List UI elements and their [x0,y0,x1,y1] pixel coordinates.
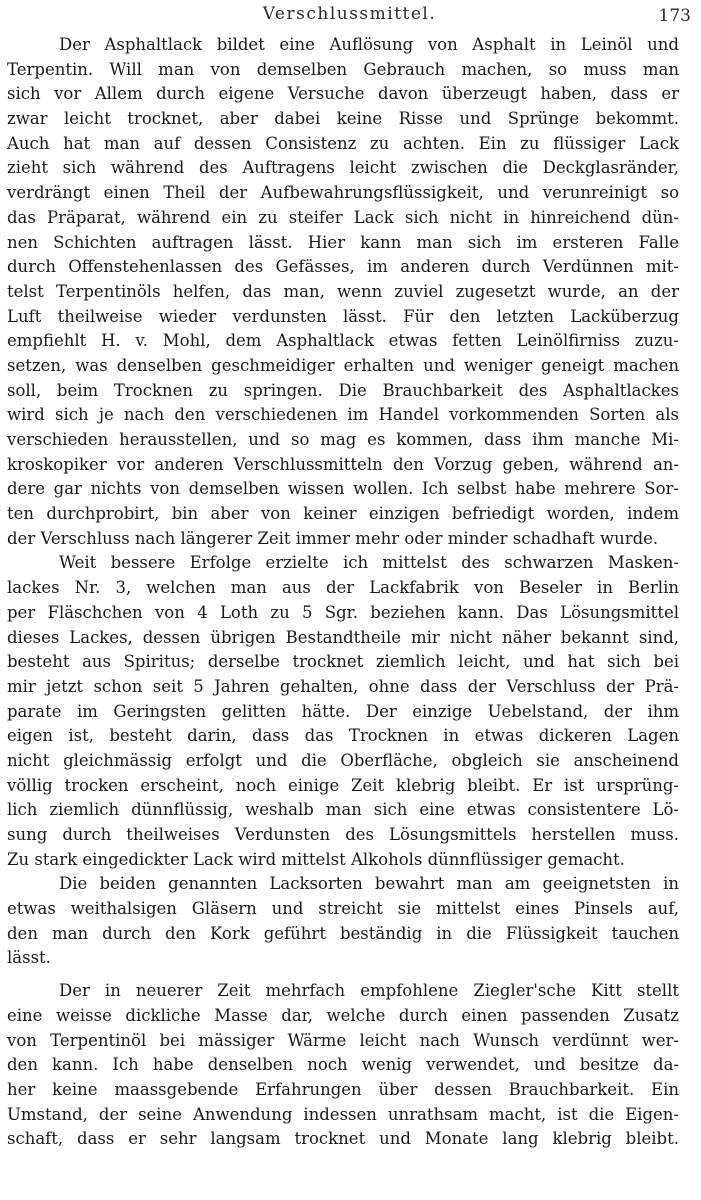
paragraph-lacksorten [7,872,679,971]
text-line: Umstand, der seine Anwendung indessen unrathsam macht, ist die Eigen- [7,1104,679,1124]
text-line: verdrängt einen Theil der Aufbewahrungsflüssigkeit, und verunreinigt so [7,183,679,203]
text-line: Terpentin. Will man von demselben Gebrauch machen, so muss man [7,59,679,79]
text-line: nen Schichten auftragen lässt. Hier kann man sich im ersteren Falle [7,232,679,252]
text-line: lich ziemlich dünnflüssig, weshalb man sich eine etwas consistentere Lö- [7,800,679,820]
running-head [8,4,691,30]
text-line: per Fläschchen von 4 Loth zu 5 Sgr. beziehen kann. Das Lösungsmittel [7,602,679,622]
text-line: telst Terpentinöls helfen, das man, wenn zuviel zugesetzt wurde, an der [7,281,679,301]
text-line: der Verschluss nach längerer Zeit immer mehr oder minder schadhaft wurde. [7,528,659,548]
text-line: zwar leicht trocknet, aber dabei keine Risse und Sprünge bekommt. [7,109,679,129]
text-line: schaft, dass er sehr langsam trocknet und Monate lang klebrig bleibt. [7,1129,679,1149]
text-line: dere gar nichts von demselben wissen wollen. Ich selbst habe mehrere Sor- [7,479,679,499]
text-line: den kann. Ich habe denselben noch wenig verwendet, und besitze da- [7,1055,679,1075]
text-line: nicht gleichmässig erfolgt und die Oberfläche, obgleich sie anscheinend [7,750,679,770]
paragraph-ziegler-kitt [7,979,679,1152]
text-line: parate im Geringsten gelitten hätte. Der einzige Uebelstand, der ihm [7,701,679,721]
text-line: besteht aus Spiritus; derselbe trocknet ziemlich leicht, und hat sich bei [7,652,679,672]
text-line: eigen ist, besteht darin, dass das Trocknen in etwas dickeren Lagen [7,726,679,746]
text-line: eine weisse dickliche Masse dar, welche durch einen passenden Zusatz [7,1005,679,1025]
text-line: lässt. [7,948,51,968]
text-line: ten durchprobirt, bin aber von keiner einzigen befriedigt worden, indem [7,504,679,524]
page-number: 173 [658,6,691,26]
body-text [7,33,679,1152]
text-line: Weit bessere Erfolge erzielte ich mittelst des schwarzen Masken- [59,553,679,573]
text-line: lackes Nr. 3, welchen man aus der Lackfabrik von Beseler in Berlin [7,578,679,598]
text-line: völlig trocken erscheint, noch einige Zeit klebrig bleibt. Er ist ursprüng- [7,775,679,795]
text-line: von Terpentinöl bei mässiger Wärme leicht nach Wunsch verdünnt wer- [7,1030,679,1050]
text-line: Zu stark eingedickter Lack wird mittelst Alkohols dünnflüssiger gemacht. [7,849,625,869]
text-line: wird sich je nach den verschiedenen im Handel vorkommenden Sorten als [7,405,679,425]
paragraph-gap [7,971,679,979]
text-line: den man durch den Kork geführt beständig in die Flüssigkeit tauchen [7,923,679,943]
paragraph-asphaltlack [7,33,679,551]
text-line: verschieden herausstellen, und so mag es kommen, dass ihm manche Mi- [7,430,679,449]
text-line: empfiehlt H. v. Mohl, dem Asphaltlack etwas fetten Leinölfirniss zuzu- [7,331,679,351]
text-line: etwas weithalsigen Gläsern und streicht sie mittelst eines Pinsels auf, [7,899,679,919]
text-line: Auch hat man auf dessen Consistenz zu achten. Ein zu flüssiger Lack [7,133,679,153]
text-line: her keine maassgebende Erfahrungen über dessen Brauchbarkeit. Ein [7,1079,679,1099]
text-line: Der in neuerer Zeit mehrfach empfohlene Ziegler'sche Kitt stellt [59,981,679,1001]
running-title: Verschlussmittel. [262,4,437,24]
text-line: soll, beim Trocknen zu springen. Die Brauchbarkeit des Asphaltlackes [7,380,679,400]
text-line: zieht sich während des Auftragens leicht zwischen die Deckglasränder, [7,158,679,178]
paragraph-maskenlack [7,551,679,872]
text-line: kroskopiker vor anderen Verschlussmitteln den Vorzug geben, während an- [7,454,679,474]
text-line: durch Offenstehenlassen des Gefässes, im anderen durch Verdünnen mit- [7,257,679,277]
text-line: setzen, was denselben geschmeidiger erhalten und weniger geneigt machen [7,355,679,375]
text-line: Der Asphaltlack bildet eine Auflösung von Asphalt in Leinöl und [59,35,679,54]
text-line: sung durch theilweises Verdunsten des Lösungsmittels herstellen muss. [7,825,679,844]
text-line: mir jetzt schon seit 5 Jahren gehalten, ohne dass der Verschluss der Prä- [7,676,679,696]
text-line: dieses Lackes, dessen übrigen Bestandtheile mir nicht näher bekannt sind, [7,627,679,647]
text-line: das Präparat, während ein zu steifer Lack sich nicht in hinreichend dün- [7,207,679,227]
text-line: Die beiden genannten Lacksorten bewahrt man am geeignetsten in [59,874,679,894]
text-line: Luft theilweise wieder verdunsten lässt. Für den letzten Lacküberzug [7,306,679,326]
text-line: sich vor Allem durch eigene Versuche davon überzeugt haben, dass er [7,84,679,104]
